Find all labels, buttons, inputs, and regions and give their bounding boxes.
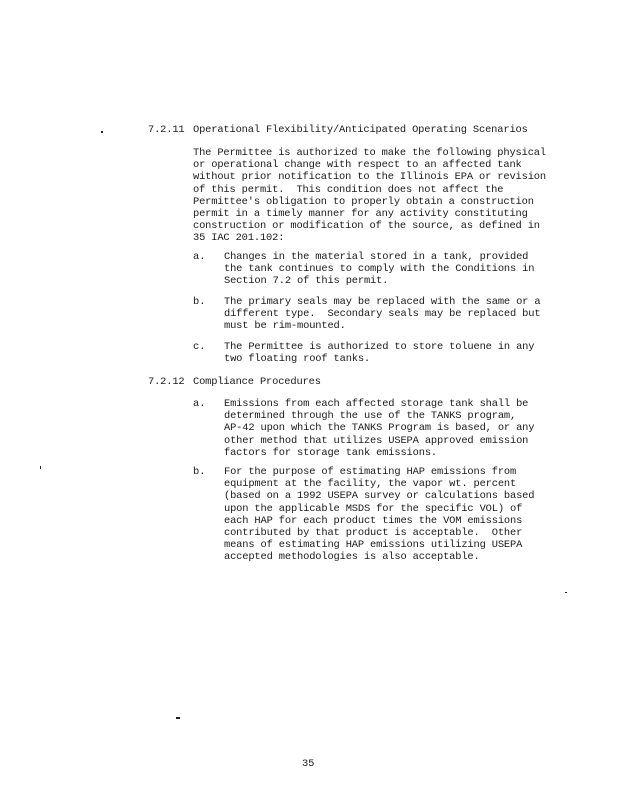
list-item	[224, 296, 540, 333]
item-label: c.	[193, 341, 206, 353]
item-line: each HAP for each product times the VOM emissions	[224, 514, 523, 527]
list-item	[224, 251, 534, 288]
list-item	[224, 341, 534, 365]
paragraph-line: of this permit. This condition does not affect the	[193, 183, 504, 196]
section-title: Compliance Procedures	[193, 376, 321, 388]
item-line: the tank continues to comply with the Conditions in	[224, 263, 535, 276]
item-label: a.	[193, 251, 206, 263]
item-line: Emissions from each affected storage tank shall be	[224, 398, 529, 410]
paragraph-line: permit in a timely manner for any activity constituting	[193, 208, 528, 221]
section-number: 7.2.12	[148, 376, 185, 388]
paragraph-line: 35 IAC 201.102:	[193, 232, 285, 245]
item-line: means of estimating HAP emissions utilizing USEPA	[224, 539, 523, 552]
section-number: 7.2.11	[148, 124, 185, 136]
item-line: must be rim-mounted.	[224, 320, 346, 333]
item-line: (based on a 1992 USEPA survey or calculations based	[224, 490, 535, 503]
scan-speck	[565, 592, 567, 593]
item-line: contributed by that product is acceptable. Other	[224, 527, 523, 540]
paragraph-line: or operational change with respect to an affected tank	[193, 159, 522, 172]
scan-speck	[176, 717, 180, 719]
item-line: AP-42 upon which the TANKS Program is based, or any	[224, 422, 535, 435]
item-line: two floating roof tanks.	[224, 353, 371, 366]
page-number: 35	[302, 758, 315, 770]
paragraph-line: The Permittee is authorized to make the following physical	[193, 147, 546, 159]
item-line: accepted methodologies is also acceptable.	[224, 551, 480, 564]
item-line: factors for storage tank emissions.	[224, 446, 437, 459]
item-line: determined through the use of the TANKS program,	[224, 410, 517, 423]
intro-paragraph	[193, 147, 546, 245]
item-label: b.	[193, 296, 206, 308]
item-line: equipment at the facility, the vapor wt. percent	[224, 478, 517, 491]
item-line: The Permittee is authorized to store toluene in any	[224, 341, 535, 353]
item-label: b.	[193, 466, 206, 478]
list-item	[224, 466, 534, 564]
paragraph-line: construction or modification of the source, as defined in	[193, 220, 540, 233]
scan-speck	[101, 131, 103, 133]
section-title: Operational Flexibility/Anticipated Operating Scenarios	[193, 124, 528, 136]
paragraph-line: without prior notification to the Illinois EPA or revision	[193, 171, 546, 184]
paragraph-line: Permittee's obligation to properly obtain a construction	[193, 195, 534, 208]
item-line: Changes in the material stored in a tank, provided	[224, 251, 529, 263]
item-label: a.	[193, 398, 206, 410]
item-line: Section 7.2 of this permit.	[224, 275, 389, 288]
item-line: upon the applicable MSDS for the specific VOL) of	[224, 502, 523, 515]
item-line: other method that utilizes USEPA approved emission	[224, 434, 529, 447]
list-item	[224, 398, 534, 459]
scan-speck	[40, 466, 41, 469]
item-line: different type. Secondary seals may be replaced but	[224, 308, 541, 321]
item-line: For the purpose of estimating HAP emissions from	[224, 466, 517, 478]
item-line: The primary seals may be replaced with the same or a	[224, 296, 541, 308]
